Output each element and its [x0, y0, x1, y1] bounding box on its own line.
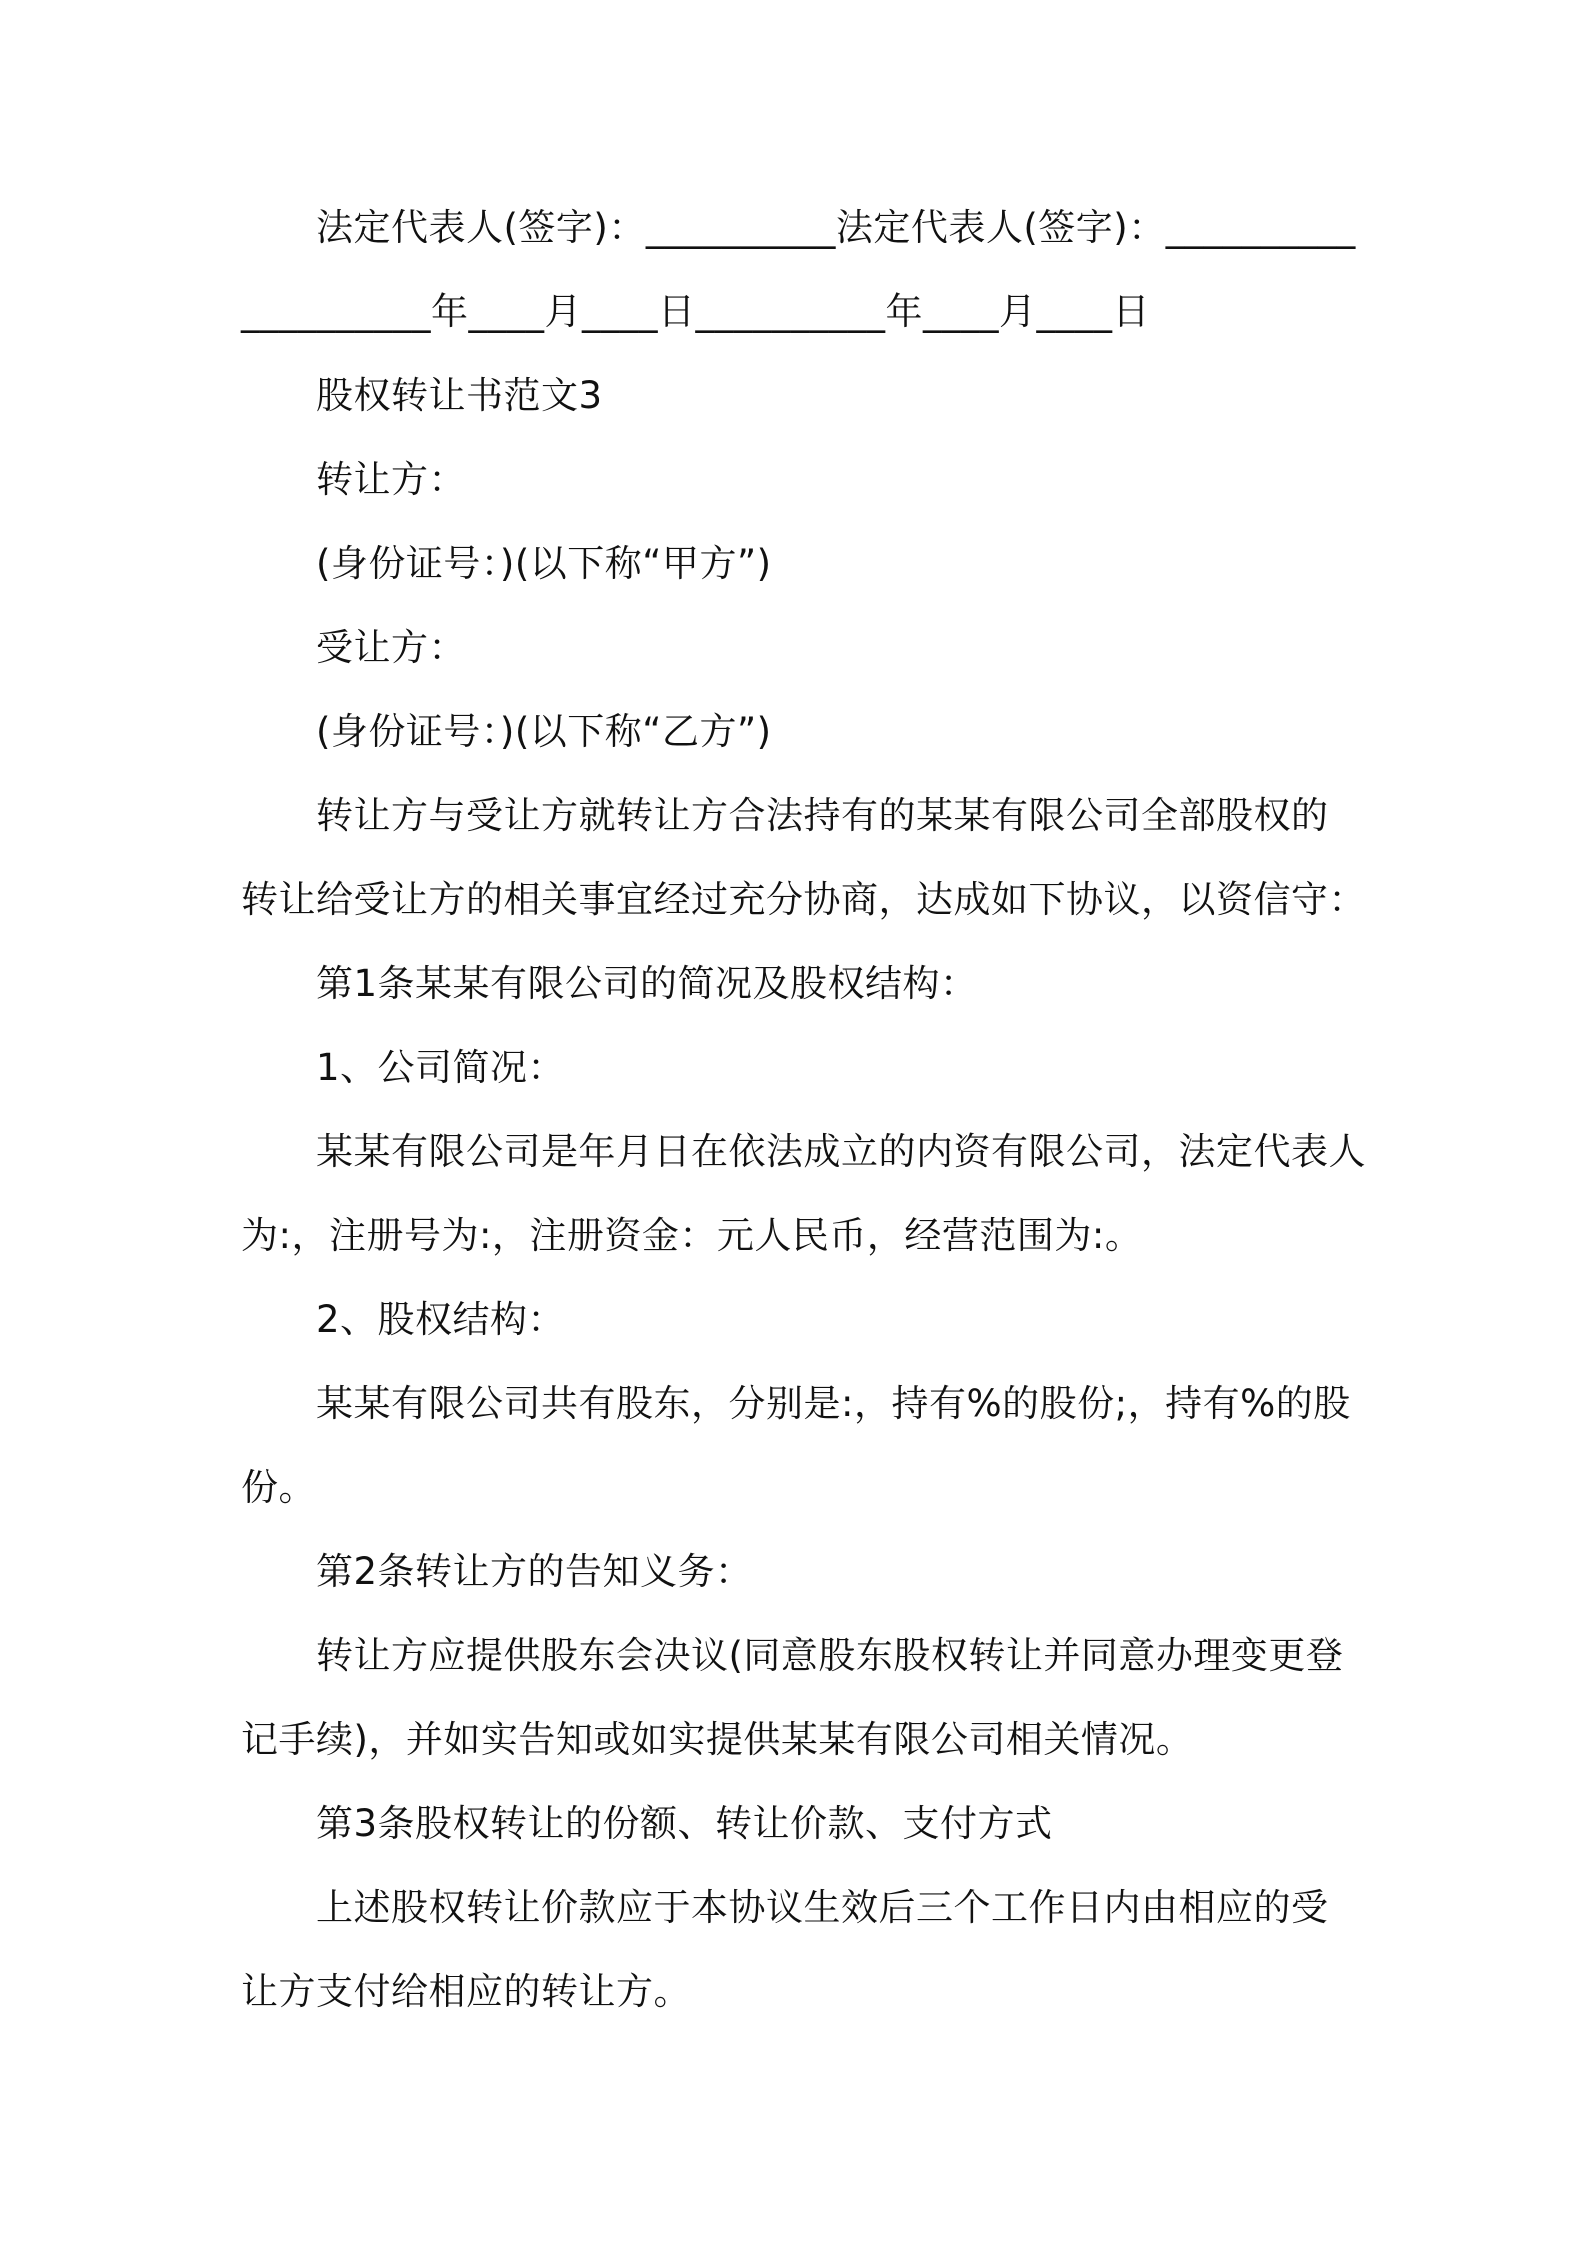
paragraph-line: 某某有限公司共有股东，分别是:，持有%的股份;，持有%的股 [316, 1382, 1351, 1425]
transferor-id-line: (身份证号：)(以下称“甲方”) [316, 542, 772, 585]
paragraph-line: 记手续)，并如实告知或如实提供某某有限公司相关情况。 [241, 1718, 1194, 1761]
article-heading: 第3条股权转让的份额、转让价款、支付方式 [316, 1802, 1053, 1845]
paragraph-line: 转让方与受让方就转让方合法持有的某某有限公司全部股权的 [316, 794, 1329, 837]
subsection-heading: 2、股权结构： [316, 1298, 566, 1341]
transferor-label: 转让方： [316, 458, 466, 501]
date-line: __________年____月____日__________年____月____日 [241, 290, 1150, 333]
paragraph-line: 为:，注册号为:，注册资金：元人民币，经营范围为:。 [241, 1214, 1143, 1257]
article-heading: 第1条某某有限公司的简况及股权结构： [316, 962, 978, 1005]
article-heading: 第2条转让方的告知义务： [316, 1550, 753, 1593]
subsection-heading: 1、公司简况： [316, 1046, 566, 1089]
signature-line: 法定代表人(签字)：__________法定代表人(签字)：__________ [316, 206, 1356, 249]
paragraph-line: 上述股权转让价款应于本协议生效后三个工作日内由相应的受 [316, 1886, 1329, 1929]
section-title: 股权转让书范文3 [316, 374, 603, 417]
document-body [241, 186, 1366, 2034]
transferee-label: 受让方： [316, 626, 466, 669]
paragraph-line: 份。 [241, 1466, 316, 1509]
transferee-id-line: (身份证号：)(以下称“乙方”) [316, 710, 772, 753]
paragraph-line: 转让方应提供股东会决议(同意股东股权转让并同意办理变更登 [316, 1634, 1344, 1677]
paragraph-line: 某某有限公司是年月日在依法成立的内资有限公司，法定代表人 [316, 1130, 1366, 1173]
paragraph-line: 转让给受让方的相关事宜经过充分协商，达成如下协议，以资信守： [241, 878, 1366, 921]
paragraph-line: 让方支付给相应的转让方。 [241, 1970, 691, 2013]
